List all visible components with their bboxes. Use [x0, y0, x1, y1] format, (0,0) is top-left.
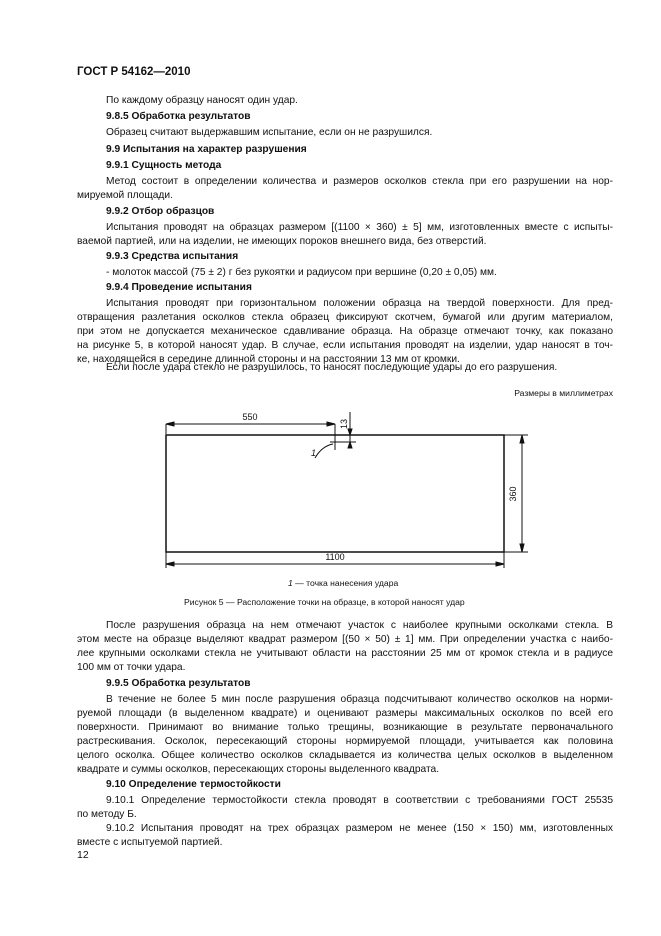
paragraph-line: руемой площади (в выделенном квадрате) и оценивают размеры максимальных осколков по всей его [77, 708, 613, 719]
arrowhead [348, 442, 352, 448]
paragraph-line: Метод состоит в определении количества и размеров осколков стекла при его разрушении на нор- [106, 176, 613, 187]
paragraph-line: поверхности. Принимают во внимание только трещины, возникающие в результате первоначального [77, 722, 613, 733]
paragraph-line: этом месте на образце выделяют квадрат размером [(50 × 50) ± 1] мм. При определении участка с наибо- [77, 634, 613, 645]
paragraph-line: ке, находящейся в середине длинной стороны и на расстоянии 13 мм от кромки. [77, 354, 460, 365]
dim-label-13: 13 [339, 418, 349, 430]
paragraph-line: Если после удара стекло не разрушилось, то наносят последующие удары до его разрушения. [106, 362, 558, 373]
paragraph-line: В течение не более 5 мин после разрушения образца подсчитывают количество осколков на норми- [106, 694, 613, 705]
arrowhead [496, 562, 504, 566]
paragraph-line: 100 мм от точки удара. [77, 662, 186, 673]
dim-label-360: 360 [508, 486, 518, 502]
glass-sample-outline [166, 435, 504, 552]
section-heading: 9.10 Определение термостойкости [106, 779, 281, 790]
arrowhead [520, 435, 524, 443]
section-heading: 9.9.4 Проведение испытания [106, 282, 252, 293]
paragraph-line: растрескивания. Осколок, пересекающий стороны нормируемой площади, учитывается как половина [77, 736, 613, 747]
paragraph-line: Испытания проводят на образцах размером [(1100 × 360) ± 5] мм, изготовленных вместе с испыты- [106, 222, 613, 233]
section-heading: 9.8.5 Обработка результатов [106, 111, 251, 122]
paragraph-line: вместе с испытуемой партией. [77, 837, 223, 848]
units-note: Размеры в миллиметрах [514, 388, 613, 398]
arrowhead [166, 422, 174, 426]
paragraph-line: ваемой партией, или на изделии, не имеющих пороков внешнего вида, без отверстий. [77, 236, 487, 247]
arrowhead [520, 544, 524, 552]
paragraph-line: По каждому образцу наносят один удар. [106, 95, 298, 106]
paragraph-line: Испытания проводят при горизонтальном положении образца на твердой поверхности. Для пред- [106, 298, 613, 309]
paragraph-line: лее крупными осколками стекла не учитывают области на расстоянии 25 мм от кромок стекла и в радиусе [77, 648, 613, 659]
paragraph-line: при этом не допускается механическое сдавливание образца. На образце отмечают точку, как показано [77, 326, 613, 337]
paragraph-line: на рисунке 5, в которой наносят удар. В случае, если испытания проводят на изделии, удар наносят в точ- [77, 340, 613, 351]
paragraph-line: по методу Б. [77, 809, 137, 820]
page-number: 12 [77, 849, 89, 861]
paragraph-line: 9.10.2 Испытания проводят на трех образцах размером не менее (150 × 150) мм, изготовленных [106, 823, 613, 834]
arrowhead [166, 562, 174, 566]
section-heading: 9.9.3 Средства испытания [106, 251, 239, 262]
document-header: ГОСТ Р 54162—2010 [77, 66, 191, 78]
paragraph-line: целого осколка. Общее количество осколков складывается из количества целых осколков в выделенном [77, 750, 613, 761]
arrowhead [327, 422, 335, 426]
figure-legend: 1 — точка нанесения удара [288, 578, 399, 588]
figure-caption: Рисунок 5 — Расположение точки на образце, в которой наносят удар [184, 597, 465, 607]
paragraph-line: квадрате и суммы осколков, пересекающих стороны выделенного квадрата. [77, 764, 440, 775]
dim-label-1100: 1100 [325, 552, 345, 562]
leader-label: 1 [311, 448, 317, 458]
section-heading: 9.9.5 Обработка результатов [106, 678, 251, 689]
figure-5-drawing [150, 402, 540, 574]
section-heading: 9.9.2 Отбор образцов [106, 206, 215, 217]
paragraph-line: мируемой площади. [77, 190, 173, 201]
paragraph-line: 9.10.1 Определение термостойкости стекла проводят в соответствии с требованиями ГОСТ 25535 [106, 795, 613, 806]
dim-label-550: 550 [242, 412, 258, 422]
paragraph-line: Образец считают выдержавшим испытание, если он не разрушился. [106, 127, 433, 138]
paragraph-line: отвращения разлетания осколков стекла образец фиксируют скотчем, бумагой или другим материалом, [77, 312, 613, 323]
paragraph-line: - молоток массой (75 ± 2) г без рукоятки и радиусом при вершине (0,20 ± 0,05) мм. [106, 267, 497, 278]
paragraph-line: После разрушения образца на нем отмечают участок с наиболее крупными осколками стекла. В [106, 620, 613, 631]
section-heading: 9.9 Испытания на характер разрушения [106, 144, 307, 155]
leader-line [315, 444, 333, 458]
section-heading: 9.9.1 Сущность метода [106, 160, 222, 171]
